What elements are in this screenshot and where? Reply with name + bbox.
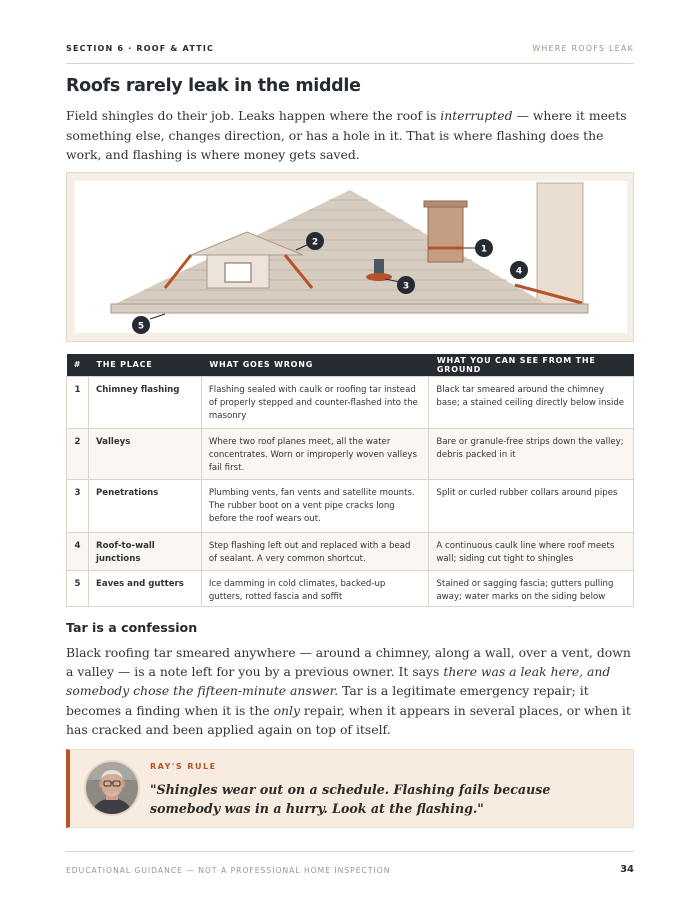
row-place: Chimney flashing <box>88 376 201 428</box>
row-num: 1 <box>67 376 89 428</box>
topic-label: WHERE ROOFS LEAK <box>532 44 634 53</box>
section-heading: Tar is a confession <box>66 620 198 635</box>
callout-1 <box>475 239 493 257</box>
intro-text-1: Field shingles do their job. Leaks happen where the roof is <box>66 108 441 123</box>
col-header-wrong: WHAT GOES WRONG <box>201 354 429 376</box>
row-place: Roof-to-wall junctions <box>88 532 201 570</box>
row-place: Penetrations <box>88 479 201 532</box>
tar-text-2: Tar is a legitimate emergency repair; it becomes a finding when it is the <box>66 683 589 718</box>
footer-disclaimer: EDUCATIONAL GUIDANCE — NOT A PROFESSIONAL HOME INSPECTION <box>66 866 391 875</box>
col-header-place: THE PLACE <box>88 354 201 376</box>
row-place: Eaves and gutters <box>88 570 201 606</box>
callout-5 <box>132 316 150 334</box>
callout-2 <box>306 232 324 250</box>
callout-3 <box>397 276 415 294</box>
row-wrong: Flashing sealed with caulk or roofing tar instead of properly stepped and counter-flashed into the masonry <box>201 376 429 428</box>
page-number: 34 <box>620 864 634 875</box>
row-see: A continuous caulk line where roof meets wall; siding cut tight to shingles <box>429 532 634 570</box>
table-row <box>67 479 634 532</box>
intro-text-2: — where it meets something else, changes direction, or has a hole in it. That is where flashing does the work, and flashing is where money gets saved. <box>66 108 627 162</box>
tar-emphasis-1: there was a leak here, and somebody chose the fifteen-minute answer. <box>66 664 611 699</box>
callout-5-text: 5 <box>137 321 145 332</box>
chimney-cap <box>424 201 467 207</box>
row-wrong: Step flashing left out and replaced with a bead of sealant. A very common shortcut. <box>201 532 429 570</box>
page-title: Roofs rarely leak in the middle <box>66 76 361 96</box>
dormer-window <box>225 263 251 282</box>
tar-text-3: repair, when it appears in several places, or when it has cracked and been applied again on top of itself. <box>66 702 631 737</box>
portrait-icon <box>86 762 138 814</box>
section-label: SECTION 6 · ROOF & ATTIC <box>66 44 215 53</box>
row-wrong: Where two roof planes meet, all the water concentrates. Worn or improperly woven valleys fail first. <box>201 428 429 479</box>
row-num: 2 <box>67 428 89 479</box>
row-place: Valleys <box>88 428 201 479</box>
tar-emphasis-2: only <box>273 702 300 718</box>
roof-illustration <box>66 172 634 342</box>
callout-4-text: 4 <box>515 266 523 277</box>
callout-3-text: 3 <box>402 281 410 292</box>
roof-diagram <box>67 173 635 343</box>
running-header <box>66 44 634 64</box>
row-num: 3 <box>67 479 89 532</box>
callout-4 <box>510 261 528 279</box>
tar-text-1: Black roofing tar smeared anywhere — around a chimney, along a wall, over a vent, down a valley — is a note left for you by a previous owner. It says <box>66 645 631 680</box>
row-wrong: Ice damming in cold climates, backed-up gutters, rotted fascia and soffit <box>201 570 429 606</box>
intro-emphasis: interrupted <box>440 108 513 123</box>
table-row <box>67 570 634 606</box>
intro-paragraph <box>66 106 638 165</box>
table-row <box>67 428 634 479</box>
tar-paragraph <box>66 643 638 739</box>
callout-2-text: 2 <box>311 237 319 248</box>
callout-1-text: 1 <box>480 244 488 255</box>
chimney <box>428 206 463 262</box>
rays-rule-callout <box>66 749 634 828</box>
callout-label: RAY'S RULE <box>150 762 217 771</box>
eave-board <box>111 304 588 313</box>
row-see: Bare or granule-free strips down the valley; debris packed in it <box>429 428 634 479</box>
avatar <box>84 760 140 816</box>
row-wrong: Plumbing vents, fan vents and satellite mounts. The rubber boot on a vent pipe cracks long before the roof wears out. <box>201 479 429 532</box>
table-row <box>67 532 634 570</box>
vent-pipe <box>374 259 384 275</box>
table-row <box>67 376 634 428</box>
row-see: Black tar smeared around the chimney base; a stained ceiling directly below inside <box>429 376 634 428</box>
callout-quote: "Shingles wear out on a schedule. Flashing fails because somebody was in a hurry. Look at the flashing." <box>150 782 551 816</box>
col-header-see: WHAT YOU CAN SEE FROM THE GROUND <box>429 354 634 376</box>
row-num: 5 <box>67 570 89 606</box>
row-num: 4 <box>67 532 89 570</box>
running-footer <box>66 851 634 875</box>
leak-points-table <box>66 354 634 607</box>
col-header-num: # <box>67 354 89 376</box>
table-header-row <box>67 354 634 376</box>
row-see: Stained or sagging fascia; gutters pulling away; water marks on the siding below <box>429 570 634 606</box>
row-see: Split or curled rubber collars around pipes <box>429 479 634 532</box>
